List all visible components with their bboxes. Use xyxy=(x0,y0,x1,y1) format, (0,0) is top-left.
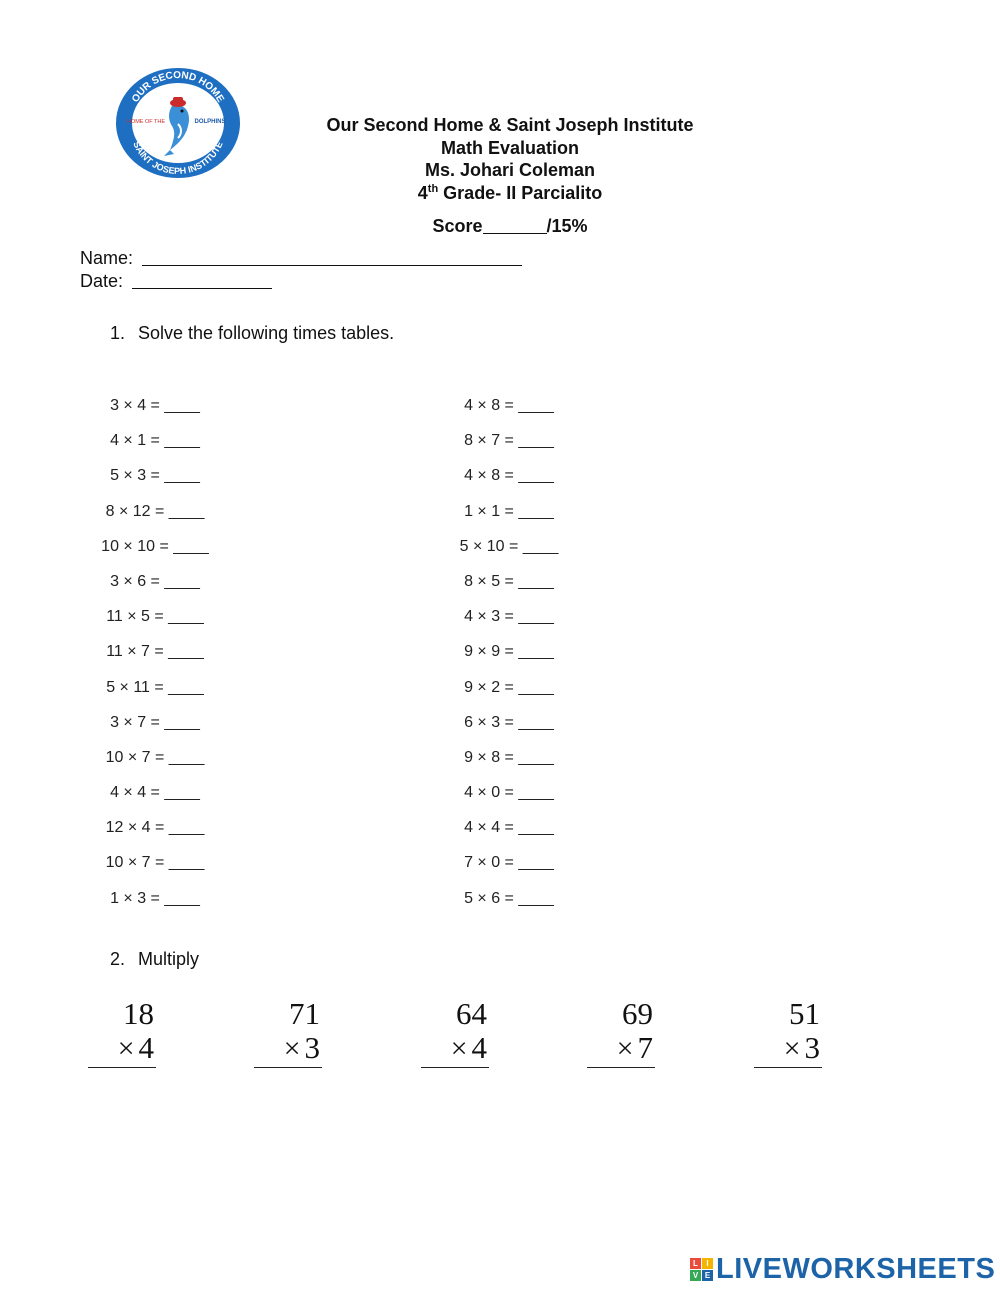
multiplication-problem[interactable] xyxy=(587,996,655,1068)
times-table-item[interactable]: 8 × 7 = ____ xyxy=(464,432,554,450)
multiplier-row xyxy=(88,1032,156,1068)
score-total: /15% xyxy=(546,216,588,236)
times-sign: × xyxy=(450,1032,468,1065)
liveworksheets-logo xyxy=(690,1254,995,1284)
multiplier: 4 xyxy=(138,1030,154,1065)
times-table-item[interactable]: 3 × 6 = ____ xyxy=(110,572,200,590)
school-logo xyxy=(112,66,244,180)
multiplier-row xyxy=(587,1032,655,1068)
logo-text-top: OUR SECOND HOME xyxy=(130,69,226,105)
times-table-item[interactable]: 4 × 1 = ____ xyxy=(110,432,200,450)
times-table-item[interactable]: 5 × 6 = ____ xyxy=(464,889,554,907)
score-blank[interactable] xyxy=(483,233,547,234)
liveworksheets-mark-icon xyxy=(690,1258,713,1281)
multiplication-problem[interactable] xyxy=(254,996,322,1068)
times-table-item[interactable]: 7 × 0 = ____ xyxy=(464,854,554,872)
date-field xyxy=(80,271,272,292)
times-table-item[interactable]: 4 × 0 = ____ xyxy=(464,784,554,802)
question-2-prompt: Multiply xyxy=(138,949,200,969)
date-input-line[interactable] xyxy=(132,288,272,289)
logo-text-right: DOLPHINS xyxy=(194,119,226,125)
times-table-item[interactable]: 4 × 4 = ____ xyxy=(464,819,554,837)
school-name: Our Second Home & Saint Joseph Institute xyxy=(326,115,694,135)
subject-title: Math Evaluation xyxy=(440,137,579,158)
multiplication-problem[interactable] xyxy=(421,996,489,1068)
times-table-item[interactable]: 4 × 4 = ____ xyxy=(110,784,200,802)
times-table-item[interactable]: 1 × 1 = ____ xyxy=(464,502,554,520)
question-2 xyxy=(110,949,199,970)
times-table-item[interactable]: 12 × 4 = ____ xyxy=(105,819,205,837)
multiplication-problem[interactable] xyxy=(754,996,822,1068)
times-sign: × xyxy=(283,1032,301,1065)
logo-text-bottom: SAINT JOSEPH INSTITUTE xyxy=(131,139,225,177)
multiplicand: 18 xyxy=(123,996,154,1031)
times-table-left-column xyxy=(90,396,220,924)
multiplicand: 64 xyxy=(456,996,487,1031)
grade-line xyxy=(260,182,760,205)
times-table-item[interactable]: 5 × 11 = ____ xyxy=(106,678,204,696)
times-table-item[interactable]: 9 × 8 = ____ xyxy=(464,748,554,766)
times-sign: × xyxy=(117,1032,135,1065)
multiplicand: 71 xyxy=(289,996,320,1031)
question-1-prompt: Solve the following times tables. xyxy=(138,323,395,343)
multiplier: 4 xyxy=(471,1030,487,1065)
times-table-item[interactable]: 9 × 2 = ____ xyxy=(464,678,554,696)
times-table-item[interactable]: 3 × 4 = ____ xyxy=(110,397,200,414)
times-sign: × xyxy=(783,1032,801,1065)
score-line xyxy=(260,216,760,237)
teacher-name: Ms. Johari Coleman xyxy=(424,160,596,180)
multiplier-row xyxy=(421,1032,489,1068)
times-table-item[interactable]: 10 × 7 = ____ xyxy=(105,854,205,872)
multiplier: 3 xyxy=(304,1030,320,1065)
score-label: Score xyxy=(432,216,483,236)
times-table-item[interactable]: 5 × 10 = ____ xyxy=(459,537,559,555)
times-table-item[interactable]: 11 × 5 = ____ xyxy=(106,608,204,626)
date-label: Date: xyxy=(80,271,124,291)
grade-rest: Grade- II Parcialito xyxy=(438,182,603,203)
brand-name: LIVEWORKSHEETS xyxy=(716,1252,996,1285)
times-table-item[interactable]: 4 × 8 = ____ xyxy=(464,397,554,414)
times-table-item[interactable]: 10 × 10 = ____ xyxy=(101,537,209,555)
multiplicand: 69 xyxy=(622,996,653,1031)
times-table-item[interactable]: 3 × 7 = ____ xyxy=(110,713,200,731)
times-table-item[interactable]: 4 × 3 = ____ xyxy=(464,608,554,626)
mark-letter: V xyxy=(690,1270,701,1281)
grade-number: 4 xyxy=(417,182,428,203)
times-table-right-column xyxy=(444,396,574,924)
multiplication-problem[interactable] xyxy=(88,996,156,1068)
name-field xyxy=(80,248,522,269)
times-sign: × xyxy=(616,1032,634,1065)
question-1 xyxy=(110,323,394,344)
multiplier-row xyxy=(254,1032,322,1068)
times-table-item[interactable]: 8 × 12 = ____ xyxy=(105,502,205,520)
mark-letter: E xyxy=(702,1270,713,1281)
times-table-item[interactable]: 8 × 5 = ____ xyxy=(464,572,554,590)
multiplicand: 51 xyxy=(789,996,820,1031)
mark-letter: L xyxy=(690,1258,701,1269)
grade-suffix: th xyxy=(427,182,439,195)
question-2-number: 2. xyxy=(110,949,126,969)
times-table-item[interactable]: 4 × 8 = ____ xyxy=(464,467,554,485)
times-table-item[interactable]: 11 × 7 = ____ xyxy=(106,643,204,661)
mark-letter: I xyxy=(702,1258,713,1269)
times-table-item[interactable]: 10 × 7 = ____ xyxy=(105,748,205,766)
multiplier: 3 xyxy=(804,1030,820,1065)
times-table-item[interactable]: 1 × 3 = ____ xyxy=(110,889,200,907)
times-table-item[interactable]: 5 × 3 = ____ xyxy=(110,467,200,485)
multiplier-row xyxy=(754,1032,822,1068)
times-table-item[interactable]: 9 × 9 = ____ xyxy=(464,643,554,661)
question-1-number: 1. xyxy=(110,323,126,343)
multiplier: 7 xyxy=(637,1030,653,1065)
name-input-line[interactable] xyxy=(142,265,522,266)
name-label: Name: xyxy=(80,248,134,268)
times-table-item[interactable]: 6 × 3 = ____ xyxy=(464,713,554,731)
logo-text-left: HOME OF THE xyxy=(126,119,166,125)
header xyxy=(260,114,760,237)
